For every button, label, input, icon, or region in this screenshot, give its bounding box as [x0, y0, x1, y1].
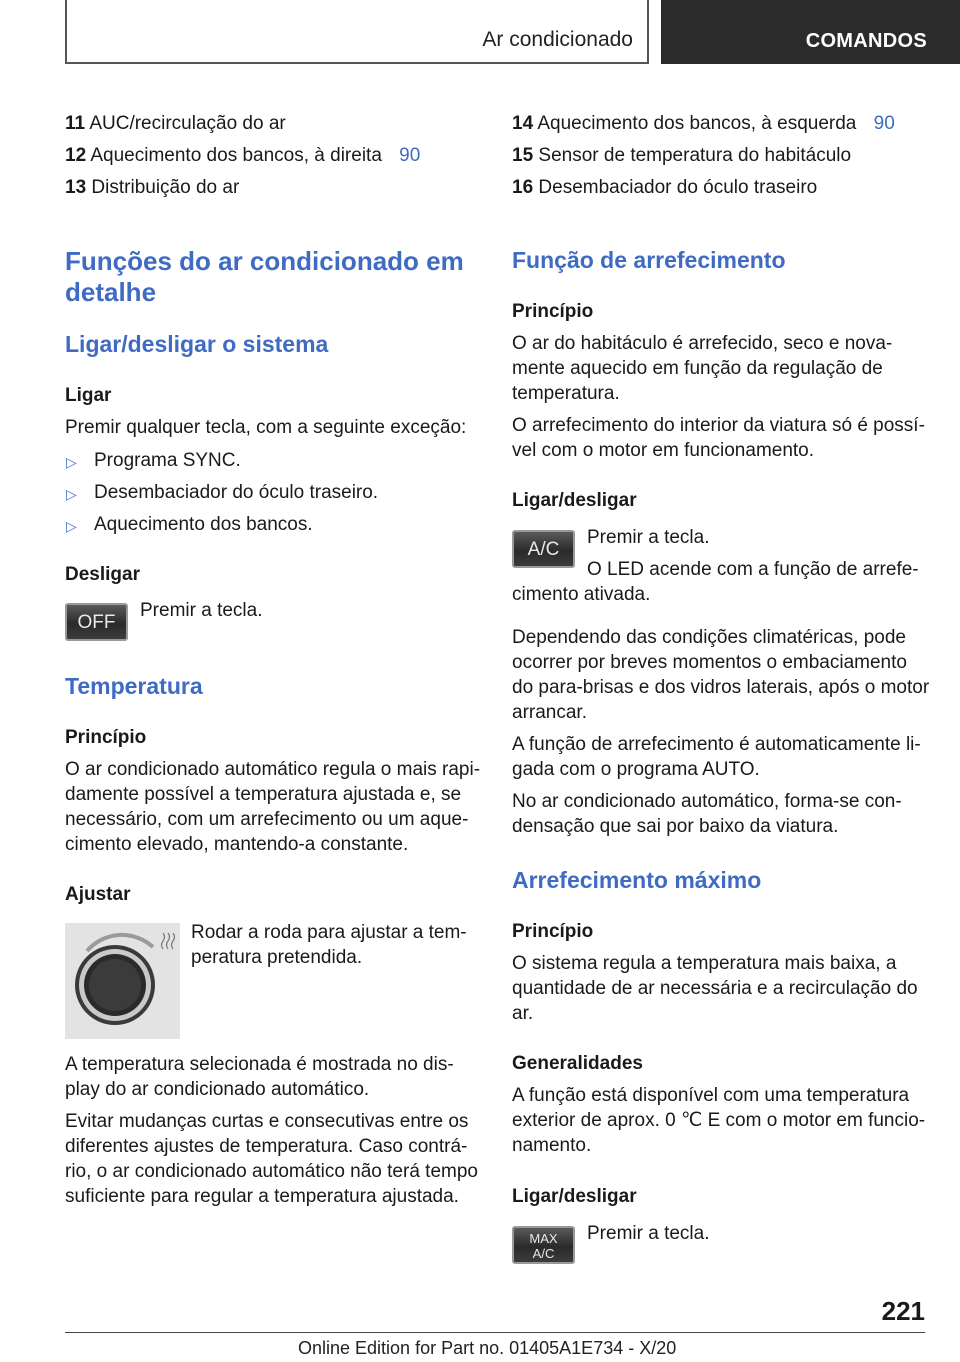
max-ac-button-label: MAX	[529, 1231, 558, 1246]
legend-item	[65, 143, 420, 169]
legend-text: Distribuição do ar	[91, 177, 240, 198]
legend-text: Sensor de temperatura do habitáculo	[538, 145, 852, 166]
paragraph-line: O LED acende com a função de arrefe-	[587, 559, 919, 580]
ac-button[interactable]	[512, 530, 575, 568]
bullet-icon: ▷	[66, 454, 77, 470]
footer-divider	[65, 1332, 925, 1333]
heading-ajustar: Ajustar	[65, 884, 131, 905]
paragraph-line: A temperatura selecionada é mostrada no dis-	[65, 1054, 454, 1075]
heading-principio: Princípio	[512, 301, 594, 322]
paragraph-line: ar.	[512, 1003, 534, 1024]
header-chapter-tab	[661, 0, 960, 64]
paragraph-line: O ar condicionado automático regula o mais rapi-	[65, 759, 481, 780]
bullet-icon: ▷	[66, 486, 77, 502]
ligar-text: Premir qualquer tecla, com a seguinte exceção:	[65, 417, 467, 438]
legend-item	[65, 175, 239, 201]
header-section-title: Ar condicionado	[482, 28, 633, 51]
paragraph-line: diferentes ajustes de temperatura. Caso contrá-	[65, 1136, 468, 1157]
paragraph-line: do para-brisas e dos vidros laterais, após o motor	[512, 677, 930, 698]
footer-edition-text: Online Edition for Part no. 01405A1E734 - X/20	[298, 1338, 677, 1358]
heading-ligar-desligar: Ligar/desligar	[512, 490, 637, 511]
legend-number: 13	[65, 177, 87, 198]
paragraph-line: No ar condicionado automático, forma-se con-	[512, 791, 902, 812]
heading-principio: Princípio	[512, 921, 594, 942]
legend-number: 12	[65, 145, 87, 166]
paragraph-line: densação que sai por baixo da viatura.	[512, 816, 839, 837]
max-ac-button-label: A/C	[532, 1246, 555, 1261]
paragraph-line: O arrefecimento do interior da viatura só é possí-	[512, 415, 925, 436]
subsection-heading-cooling: Função de arrefecimento	[512, 247, 786, 273]
legend-number: 16	[512, 177, 534, 198]
legend-item	[512, 111, 895, 137]
off-button-label: OFF	[77, 612, 116, 633]
heading-principio: Princípio	[65, 727, 147, 748]
paragraph-line: rio, o ar condicionado automático não terá tempo	[65, 1161, 478, 1182]
heading-generalidades: Generalidades	[512, 1053, 643, 1074]
page-reference-link[interactable]: 90	[399, 145, 421, 166]
legend-text: Aquecimento dos bancos, à direita	[90, 145, 382, 166]
press-key-text: Premir a tecla.	[587, 527, 710, 548]
paragraph-line: namento.	[512, 1135, 592, 1156]
paragraph-line: mente aquecido em função da regulação de	[512, 358, 883, 379]
paragraph-line: arrancar.	[512, 702, 587, 723]
paragraph-line: suficiente para regular a temperatura ajustada.	[65, 1186, 459, 1207]
subsection-heading-max-cooling: Arrefecimento máximo	[512, 867, 762, 893]
legend-number: 11	[65, 113, 86, 134]
paragraph-line: temperatura.	[512, 383, 620, 404]
paragraph-line: play do ar condicionado automático.	[65, 1079, 370, 1100]
press-key-text: Premir a tecla.	[140, 600, 263, 621]
paragraph-line: Evitar mudanças curtas e consecutivas entre os	[65, 1111, 469, 1132]
paragraph-line: A função está disponível com uma temperatura	[512, 1085, 910, 1106]
subsection-heading-temperatura: Temperatura	[65, 673, 203, 699]
paragraph-line: cimento elevado, mantendo-a constante.	[65, 834, 409, 855]
legend-text: Aquecimento dos bancos, à esquerda	[537, 113, 857, 134]
paragraph-line: necessário, com um arrefecimento ou um aque-	[65, 809, 469, 830]
heading-ligar-desligar: Ligar/desligar	[512, 1186, 637, 1207]
section-title-line: Funções do ar condicionado em	[65, 246, 464, 276]
legend-text: Desembaciador do óculo traseiro	[538, 177, 818, 198]
paragraph-line: gada com o programa AUTO.	[512, 759, 760, 780]
paragraph-line: exterior de aprox. 0 ℃ E com o motor em funcio-	[512, 1110, 926, 1131]
paragraph-line: Rodar a roda para ajustar a tem-	[191, 922, 467, 943]
legend-item	[512, 143, 851, 169]
legend-item	[512, 175, 817, 201]
paragraph-line: cimento ativada.	[512, 584, 651, 605]
temperature-knob-image	[65, 923, 180, 1039]
temperature-knob-icon	[65, 923, 180, 1039]
header-section-tab	[65, 0, 649, 64]
legend-text: AUC/recirculação do ar	[89, 113, 286, 134]
paragraph-line: quantidade de ar necessária e a recirculação do	[512, 978, 918, 999]
bullet-icon: ▷	[66, 518, 77, 534]
legend-number: 15	[512, 145, 534, 166]
paragraph-line: vel com o motor em funcionamento.	[512, 440, 815, 461]
paragraph-line: O ar do habitáculo é arrefecido, seco e nova-	[512, 333, 893, 354]
off-button[interactable]	[65, 603, 128, 641]
bullet-item: Aquecimento dos bancos.	[94, 514, 313, 535]
legend-number: 14	[512, 113, 534, 134]
legend-item	[65, 111, 286, 137]
paragraph-line: A função de arrefecimento é automaticamente li-	[512, 734, 921, 755]
section-title	[65, 246, 464, 308]
max-ac-button[interactable]	[512, 1226, 575, 1264]
press-key-text: Premir a tecla.	[587, 1223, 710, 1244]
header-chapter-title: COMANDOS	[805, 30, 927, 52]
paragraph-line: peratura pretendida.	[191, 947, 363, 968]
heading-desligar: Desligar	[65, 564, 140, 585]
bullet-item: Desembaciador do óculo traseiro.	[94, 482, 379, 503]
bullet-item: Programa SYNC.	[94, 450, 241, 471]
heading-ligar: Ligar	[65, 385, 112, 406]
paragraph-line: O sistema regula a temperatura mais baixa, a	[512, 953, 897, 974]
section-title-line: detalhe	[65, 277, 157, 307]
ac-button-label: A/C	[527, 539, 560, 560]
page-reference-link[interactable]: 90	[873, 113, 895, 134]
paragraph-line: ocorrer por breves momentos o embaciamento	[512, 652, 907, 673]
paragraph-line: damente possível a temperatura ajustada e, se	[65, 784, 462, 805]
paragraph-line: Dependendo das condições climatéricas, pode	[512, 627, 906, 648]
subsection-heading-onoff: Ligar/desligar o sistema	[65, 331, 329, 357]
page-number: 221	[881, 1296, 925, 1326]
